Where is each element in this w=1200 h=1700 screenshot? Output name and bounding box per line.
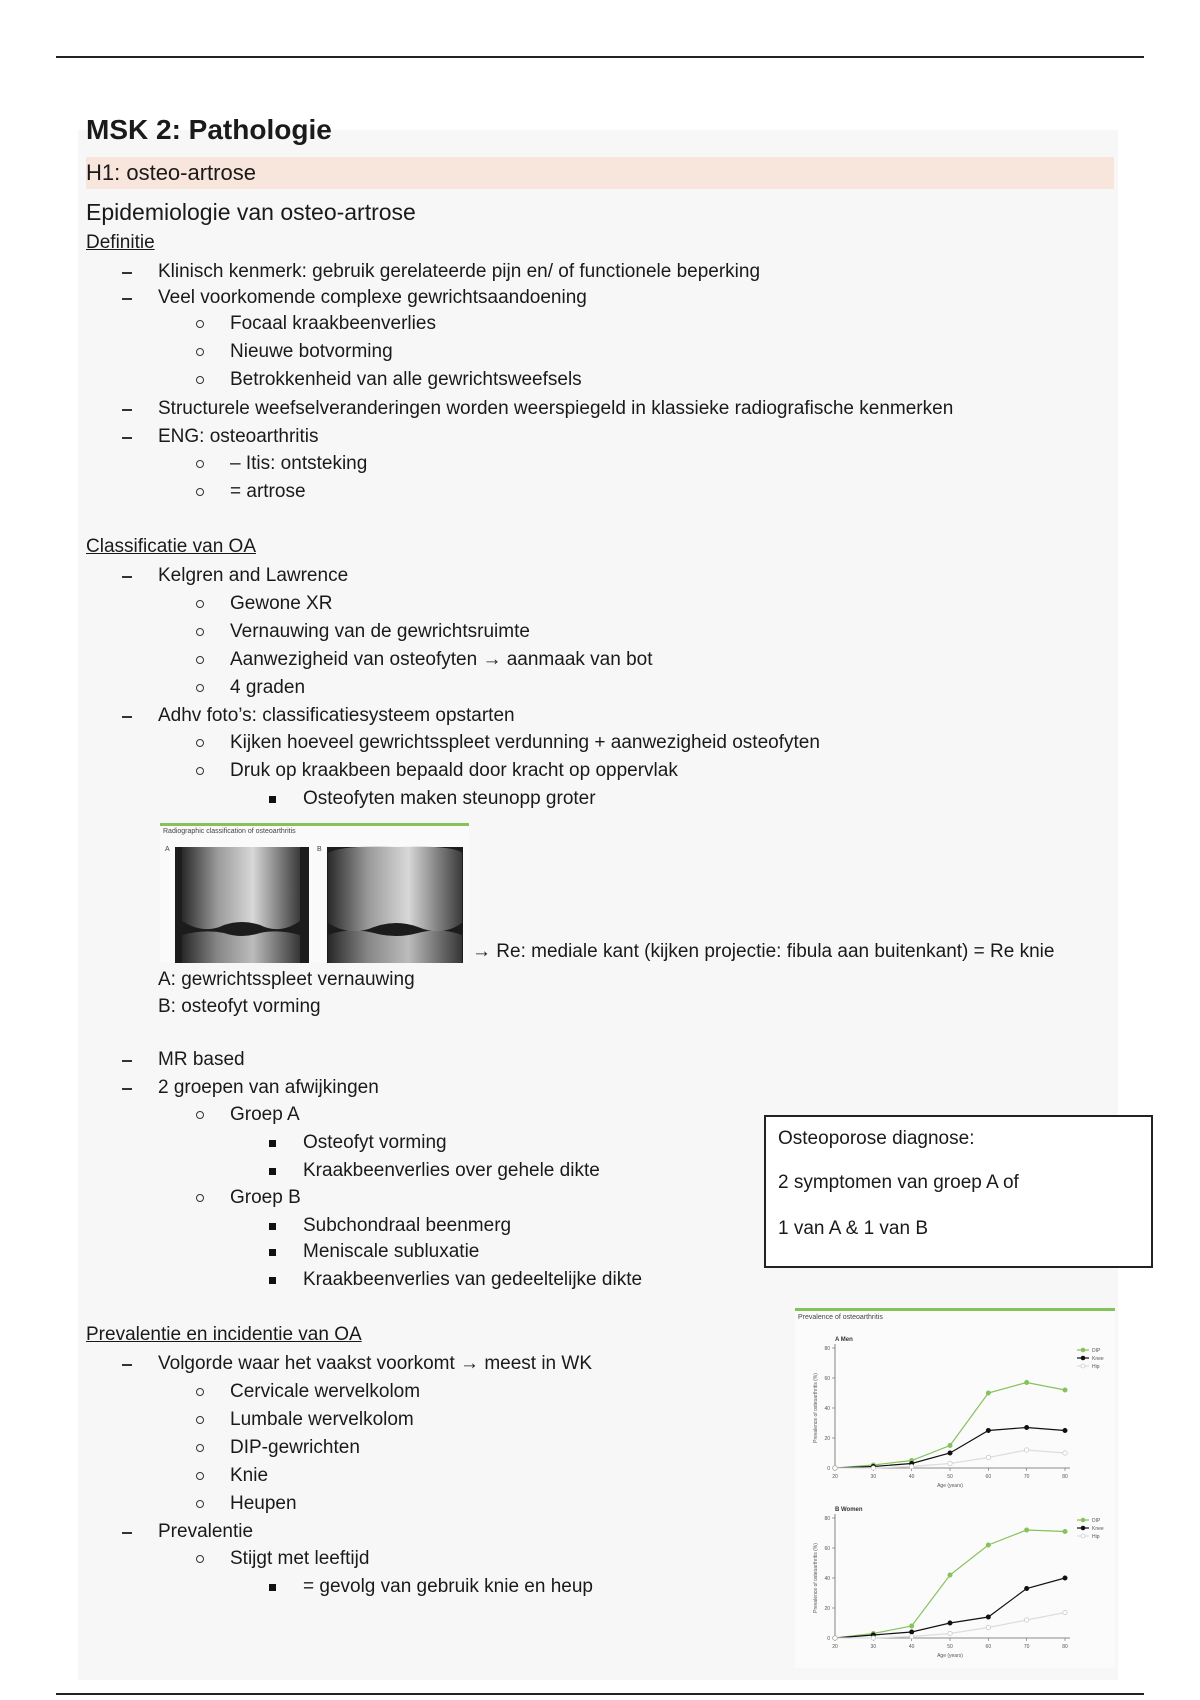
bullet-square — [269, 1168, 276, 1175]
list-item: Adhv foto’s: classificatiesysteem opstarten — [158, 705, 515, 726]
bullet-circle — [196, 1388, 204, 1396]
note-box — [764, 1115, 1153, 1268]
legend-label: DIP — [1092, 1348, 1101, 1354]
y-tick-label: 0 — [827, 1636, 830, 1642]
xray-figure — [160, 823, 469, 963]
data-point-hip — [986, 1455, 990, 1459]
knee-xray-images — [160, 823, 469, 963]
figure-caption-b: B: osteofyt vorming — [158, 996, 321, 1017]
figure-caption-a: A: gewrichtsspleet vernauwing — [158, 969, 415, 990]
bullet-circle — [196, 1555, 204, 1563]
prevalence-charts — [795, 1308, 1115, 1668]
list-item: Structurele weefselveranderingen worden weerspiegeld in klassieke radiografische kenmerken — [158, 398, 954, 419]
x-tick-label: 80 — [1062, 1644, 1068, 1650]
data-point-dip — [1024, 1380, 1028, 1384]
x-tick-label: 50 — [947, 1644, 953, 1650]
data-point-dip — [1063, 1529, 1067, 1533]
bullet-circle — [196, 1111, 204, 1119]
data-point-hip — [1024, 1618, 1028, 1622]
x-tick-label: 50 — [947, 1474, 953, 1480]
classificatie-heading: Classificatie van OA — [86, 536, 257, 557]
series-line-knee — [835, 1578, 1065, 1638]
x-axis-label: Age (years) — [937, 1483, 963, 1489]
legend-marker-knee — [1081, 1356, 1085, 1360]
bullet-dash — [122, 1060, 132, 1062]
bullet-square — [269, 796, 276, 803]
bullet-circle — [196, 1500, 204, 1508]
prevalence-chart-figure — [795, 1308, 1115, 1668]
bullet-dash — [122, 409, 132, 411]
data-point-dip — [948, 1443, 952, 1447]
femur-a — [182, 847, 300, 929]
list-item: Knie — [230, 1465, 269, 1486]
list-item: 4 graden — [230, 677, 306, 698]
legend-label: Hip — [1092, 1534, 1100, 1540]
panel-a-label: A — [165, 846, 170, 853]
x-tick-label: 80 — [1062, 1474, 1068, 1480]
list-item: – Itis: ontsteking — [230, 453, 368, 474]
x-tick-label: 40 — [908, 1644, 915, 1650]
data-point-dip — [986, 1543, 990, 1547]
figure-note: → Re: mediale kant (kijken projectie: fibula aan buitenkant) = Re knie — [472, 941, 1055, 962]
legend-marker-hip — [1081, 1534, 1085, 1538]
figure-title: Radiographic classification of osteoarthritis — [163, 828, 296, 835]
bullet-circle — [196, 1194, 204, 1202]
prevalentie-heading: Prevalentie en incidentie van OA — [86, 1324, 362, 1345]
legend-label: Hip — [1092, 1364, 1100, 1370]
note-line-3: 1 van A & 1 van B — [778, 1218, 928, 1239]
bullet-square — [269, 1584, 276, 1591]
bullet-circle — [196, 600, 204, 608]
femur-b — [328, 847, 462, 932]
bullet-dash — [122, 1532, 132, 1534]
list-item: Heupen — [230, 1493, 297, 1514]
data-point-knee — [1024, 1586, 1028, 1590]
bullet-dash — [122, 576, 132, 578]
list-item: ENG: osteoarthritis — [158, 426, 319, 447]
bullet-dash — [122, 1364, 132, 1366]
legend-label: Knee — [1092, 1356, 1104, 1362]
list-item: Aanwezigheid van osteofyten → aanmaak van bot — [230, 649, 653, 670]
bullet-square — [269, 1223, 276, 1230]
y-tick-label: 20 — [824, 1606, 830, 1612]
data-point-hip — [833, 1466, 837, 1470]
y-tick-label: 40 — [824, 1406, 830, 1412]
x-axis-label: Age (years) — [937, 1653, 963, 1659]
list-item: Lumbale wervelkolom — [230, 1409, 414, 1430]
list-item: Kraakbeenverlies over gehele dikte — [303, 1160, 600, 1181]
list-item: Groep A — [230, 1104, 300, 1125]
data-point-hip — [948, 1631, 952, 1635]
legend-marker-dip — [1081, 1348, 1085, 1352]
y-tick-label: 80 — [824, 1346, 830, 1352]
list-item: = gevolg van gebruik knie en heup — [303, 1576, 593, 1597]
list-item: Subchondraal beenmerg — [303, 1215, 512, 1236]
chapter-heading: H1: osteo-artrose — [86, 160, 256, 185]
list-item: Meniscale subluxatie — [303, 1241, 480, 1262]
data-point-knee — [1024, 1425, 1028, 1429]
y-tick-label: 60 — [824, 1376, 830, 1382]
bullet-dash — [122, 716, 132, 718]
list-item: Focaal kraakbeenverlies — [230, 313, 436, 334]
list-item: Cervicale wervelkolom — [230, 1381, 421, 1402]
data-point-dip — [1063, 1388, 1067, 1392]
note-line-1: Osteoporose diagnose: — [778, 1128, 975, 1149]
data-point-hip — [871, 1466, 875, 1470]
bullet-circle — [196, 656, 204, 664]
list-item: Osteofyt vorming — [303, 1132, 447, 1153]
legend-label: DIP — [1092, 1518, 1101, 1524]
bullet-circle — [196, 488, 204, 496]
list-item: Nieuwe botvorming — [230, 341, 393, 362]
data-point-dip — [948, 1573, 952, 1577]
x-tick-label: 40 — [908, 1474, 915, 1480]
data-point-dip — [1024, 1528, 1028, 1532]
chart-title: B Women — [835, 1507, 863, 1513]
x-tick-label: 20 — [832, 1644, 838, 1650]
chart-title: A Men — [835, 1337, 853, 1343]
bullet-circle — [196, 376, 204, 384]
bullet-dash — [122, 272, 132, 274]
legend-marker-knee — [1081, 1526, 1085, 1530]
bullet-dash — [122, 1088, 132, 1090]
data-point-dip — [909, 1624, 913, 1628]
bullet-dash — [122, 298, 132, 300]
x-tick-label: 70 — [1023, 1474, 1030, 1480]
top-rule — [56, 56, 1144, 58]
section-heading: Epidemiologie van osteo-artrose — [86, 199, 416, 225]
list-item: Kelgren and Lawrence — [158, 565, 349, 586]
data-point-knee — [909, 1630, 913, 1634]
bullet-circle — [196, 320, 204, 328]
y-tick-label: 0 — [827, 1466, 830, 1472]
x-tick-label: 70 — [1023, 1644, 1030, 1650]
bullet-square — [269, 1140, 276, 1147]
data-point-hip — [909, 1634, 913, 1638]
bullet-circle — [196, 348, 204, 356]
data-point-hip — [1024, 1448, 1028, 1452]
bullet-circle — [196, 767, 204, 775]
data-point-hip — [1063, 1610, 1067, 1614]
bullet-circle — [196, 1444, 204, 1452]
list-item: Vernauwing van de gewrichtsruimte — [230, 621, 530, 642]
data-point-hip — [909, 1464, 913, 1468]
legend-marker-dip — [1081, 1518, 1085, 1522]
list-item: Kraakbeenverlies van gedeeltelijke dikte — [303, 1269, 643, 1290]
list-item: Kijken hoeveel gewrichtsspleet verdunning + aanwezigheid osteofyten — [230, 732, 820, 753]
list-item: Klinisch kenmerk: gebruik gerelateerde pijn en/ of functionele beperking — [158, 261, 761, 282]
x-tick-label: 60 — [985, 1644, 992, 1650]
bullet-circle — [196, 1416, 204, 1424]
list-item: Gewone XR — [230, 593, 333, 614]
data-point-hip — [871, 1636, 875, 1640]
data-point-knee — [986, 1615, 990, 1619]
x-tick-label: 60 — [985, 1474, 992, 1480]
list-item: DIP-gewrichten — [230, 1437, 360, 1458]
list-item: Groep B — [230, 1187, 301, 1208]
tibia-a — [182, 931, 300, 963]
bullet-square — [269, 1277, 276, 1284]
legend-label: Knee — [1092, 1526, 1104, 1532]
list-item: Stijgt met leeftijd — [230, 1548, 370, 1569]
bullet-circle — [196, 739, 204, 747]
x-tick-label: 30 — [870, 1474, 877, 1480]
list-item: Volgorde waar het vaakst voorkomt → meest in WK — [158, 1353, 593, 1374]
data-point-knee — [986, 1428, 990, 1432]
bullet-circle — [196, 1472, 204, 1480]
bullet-circle — [196, 628, 204, 636]
data-point-hip — [833, 1636, 837, 1640]
data-point-dip — [986, 1391, 990, 1395]
data-point-knee — [948, 1451, 952, 1455]
y-tick-label: 40 — [824, 1576, 830, 1582]
list-item: MR based — [158, 1049, 245, 1070]
bottom-rule — [56, 1693, 1144, 1695]
data-point-hip — [1063, 1451, 1067, 1455]
y-tick-label: 60 — [824, 1546, 830, 1552]
data-point-hip — [986, 1625, 990, 1629]
data-point-knee — [948, 1621, 952, 1625]
list-item: = artrose — [230, 481, 306, 502]
list-item: Osteofyten maken steunopp groter — [303, 788, 596, 809]
y-axis-label: Prevalence of osteoarthritis (%) — [813, 1373, 819, 1443]
x-tick-label: 30 — [870, 1644, 877, 1650]
data-point-hip — [948, 1461, 952, 1465]
bullet-circle — [196, 460, 204, 468]
bullet-dash — [122, 437, 132, 439]
x-tick-label: 20 — [832, 1474, 838, 1480]
data-point-knee — [1063, 1428, 1067, 1432]
definitie-heading: Definitie — [86, 232, 155, 253]
list-item: Druk op kraakbeen bepaald door kracht op oppervlak — [230, 760, 678, 781]
y-tick-label: 80 — [824, 1516, 830, 1522]
legend-marker-hip — [1081, 1364, 1085, 1368]
y-axis-label: Prevalence of osteoarthritis (%) — [813, 1543, 819, 1613]
bullet-circle — [196, 684, 204, 692]
list-item: Veel voorkomende complexe gewrichtsaandoening — [158, 287, 587, 308]
list-item: Prevalentie — [158, 1521, 254, 1542]
panel-b-label: B — [317, 846, 322, 853]
bullet-square — [269, 1249, 276, 1256]
document-title: MSK 2: Pathologie — [86, 114, 332, 145]
list-item: 2 groepen van afwijkingen — [158, 1077, 379, 1098]
list-item: Betrokkenheid van alle gewrichtsweefsels — [230, 369, 582, 390]
chart-figure-title: Prevalence of osteoarthritis — [798, 1314, 883, 1321]
note-line-2: 2 symptomen van groep A of — [778, 1172, 1019, 1193]
y-tick-label: 20 — [824, 1436, 830, 1442]
data-point-knee — [1063, 1576, 1067, 1580]
